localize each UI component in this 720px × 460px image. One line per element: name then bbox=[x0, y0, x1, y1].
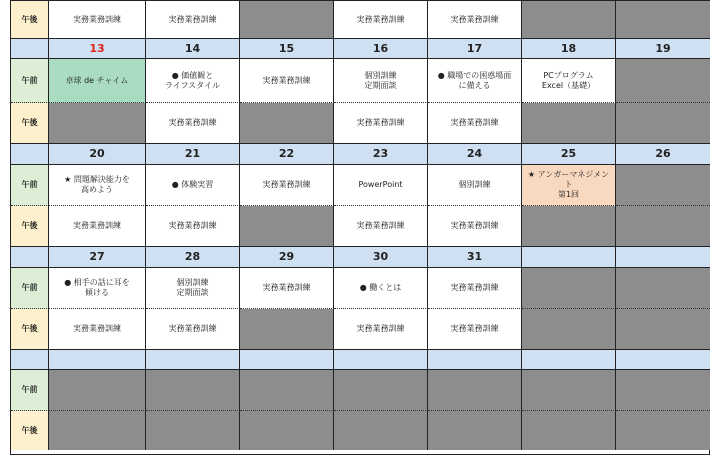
closed-cell bbox=[522, 103, 616, 144]
schedule-cell[interactable]: ● 職場での困惑場面 に備える bbox=[428, 59, 522, 103]
closed-cell bbox=[522, 309, 616, 350]
closed-cell bbox=[428, 411, 522, 450]
closed-cell bbox=[49, 411, 146, 450]
closed-cell bbox=[522, 1, 616, 39]
schedule-cell[interactable]: ● 体験実習 bbox=[146, 165, 240, 206]
schedule-cell[interactable]: 実務業務訓練 bbox=[334, 309, 428, 350]
schedule-cell[interactable]: 実務業務訓練 bbox=[334, 1, 428, 39]
closed-cell bbox=[616, 309, 710, 350]
am-label: 午前 bbox=[11, 165, 49, 206]
closed-cell bbox=[616, 103, 710, 144]
date-header-empty bbox=[616, 247, 710, 268]
closed-cell bbox=[49, 103, 146, 144]
schedule-cell[interactable]: 実務業務訓練 bbox=[428, 1, 522, 39]
schedule-cell[interactable]: ● 働くとは bbox=[334, 268, 428, 309]
schedule-cell[interactable]: ★ アンガーマネジメン ト 第1回 bbox=[522, 165, 616, 206]
date-29: 29 bbox=[240, 247, 334, 268]
schedule-cell[interactable]: ★ 問題解決能力を 高めよう bbox=[49, 165, 146, 206]
date-header-empty bbox=[146, 350, 240, 370]
schedule-cell[interactable]: 実務業務訓練 bbox=[334, 206, 428, 247]
closed-cell bbox=[146, 370, 240, 411]
pm-label: 午後 bbox=[11, 1, 49, 39]
schedule-cell[interactable]: 実務業務訓練 bbox=[49, 1, 146, 39]
pm-label: 午後 bbox=[11, 103, 49, 144]
date-31: 31 bbox=[428, 247, 522, 268]
date-header-blank bbox=[11, 247, 49, 268]
date-header-empty bbox=[428, 350, 522, 370]
closed-cell bbox=[522, 268, 616, 309]
closed-cell bbox=[616, 268, 710, 309]
closed-cell bbox=[616, 165, 710, 206]
closed-cell bbox=[240, 103, 334, 144]
date-26: 26 bbox=[616, 144, 710, 165]
closed-cell bbox=[522, 370, 616, 411]
closed-cell bbox=[334, 370, 428, 411]
closed-cell bbox=[240, 411, 334, 450]
date-30: 30 bbox=[334, 247, 428, 268]
date-header-empty bbox=[49, 350, 146, 370]
am-label: 午前 bbox=[11, 370, 49, 411]
closed-cell bbox=[522, 411, 616, 450]
closed-cell bbox=[49, 370, 146, 411]
date-16: 16 bbox=[334, 39, 428, 59]
date-header-empty bbox=[240, 350, 334, 370]
calendar-grid bbox=[10, 0, 710, 455]
schedule-cell[interactable]: 実務業務訓練 bbox=[428, 103, 522, 144]
closed-cell bbox=[240, 206, 334, 247]
schedule-cell[interactable]: ● 価値観と ライフスタイル bbox=[146, 59, 240, 103]
closed-cell bbox=[616, 411, 710, 450]
closed-cell bbox=[240, 370, 334, 411]
am-label: 午前 bbox=[11, 268, 49, 309]
date-27: 27 bbox=[49, 247, 146, 268]
schedule-cell[interactable]: 実務業務訓練 bbox=[428, 309, 522, 350]
closed-cell bbox=[522, 206, 616, 247]
schedule-cell[interactable]: PowerPoint bbox=[334, 165, 428, 206]
schedule-cell[interactable]: 実務業務訓練 bbox=[146, 1, 240, 39]
closed-cell bbox=[240, 309, 334, 350]
schedule-cell[interactable]: 実務業務訓練 bbox=[240, 268, 334, 309]
date-18: 18 bbox=[522, 39, 616, 59]
pm-label: 午後 bbox=[11, 309, 49, 350]
date-22: 22 bbox=[240, 144, 334, 165]
date-15: 15 bbox=[240, 39, 334, 59]
schedule-cell[interactable]: 実務業務訓練 bbox=[240, 59, 334, 103]
closed-cell bbox=[616, 206, 710, 247]
date-28: 28 bbox=[146, 247, 240, 268]
closed-cell bbox=[146, 411, 240, 450]
date-23: 23 bbox=[334, 144, 428, 165]
date-header-empty bbox=[522, 247, 616, 268]
schedule-cell[interactable]: 実務業務訓練 bbox=[428, 268, 522, 309]
closed-cell bbox=[428, 370, 522, 411]
date-17: 17 bbox=[428, 39, 522, 59]
date-14: 14 bbox=[146, 39, 240, 59]
schedule-cell[interactable]: 実務業務訓練 bbox=[334, 103, 428, 144]
schedule-cell[interactable]: 卓球 de チャイム bbox=[49, 59, 146, 103]
am-label: 午前 bbox=[11, 59, 49, 103]
date-header-blank bbox=[11, 350, 49, 370]
pm-label: 午後 bbox=[11, 206, 49, 247]
schedule-cell[interactable]: PCプログラム Excel（基礎） bbox=[522, 59, 616, 103]
schedule-cell[interactable]: 実務業務訓練 bbox=[146, 206, 240, 247]
schedule-cell[interactable]: 実務業務訓練 bbox=[428, 206, 522, 247]
date-header-empty bbox=[334, 350, 428, 370]
schedule-cell[interactable]: 個別訓練 定期面談 bbox=[334, 59, 428, 103]
date-13: 13 bbox=[49, 39, 146, 59]
schedule-cell[interactable]: 実務業務訓練 bbox=[146, 309, 240, 350]
date-header-empty bbox=[522, 350, 616, 370]
date-24: 24 bbox=[428, 144, 522, 165]
schedule-cell[interactable]: 実務業務訓練 bbox=[49, 206, 146, 247]
date-21: 21 bbox=[146, 144, 240, 165]
schedule-cell[interactable]: 実務業務訓練 bbox=[146, 103, 240, 144]
closed-cell bbox=[240, 1, 334, 39]
schedule-cell[interactable]: 個別訓練 bbox=[428, 165, 522, 206]
date-20: 20 bbox=[49, 144, 146, 165]
closed-cell bbox=[334, 411, 428, 450]
pm-label: 午後 bbox=[11, 411, 49, 450]
schedule-cell[interactable]: 実務業務訓練 bbox=[240, 165, 334, 206]
date-19: 19 bbox=[616, 39, 710, 59]
date-header-blank bbox=[11, 144, 49, 165]
date-25: 25 bbox=[522, 144, 616, 165]
schedule-cell[interactable]: 個別訓練 定期面談 bbox=[146, 268, 240, 309]
schedule-cell[interactable]: 実務業務訓練 bbox=[49, 309, 146, 350]
closed-cell bbox=[616, 1, 710, 39]
schedule-cell[interactable]: ● 相手の話に耳を 傾ける bbox=[49, 268, 146, 309]
date-header-blank bbox=[11, 39, 49, 59]
closed-cell bbox=[616, 370, 710, 411]
closed-cell bbox=[616, 59, 710, 103]
date-header-empty bbox=[616, 350, 710, 370]
